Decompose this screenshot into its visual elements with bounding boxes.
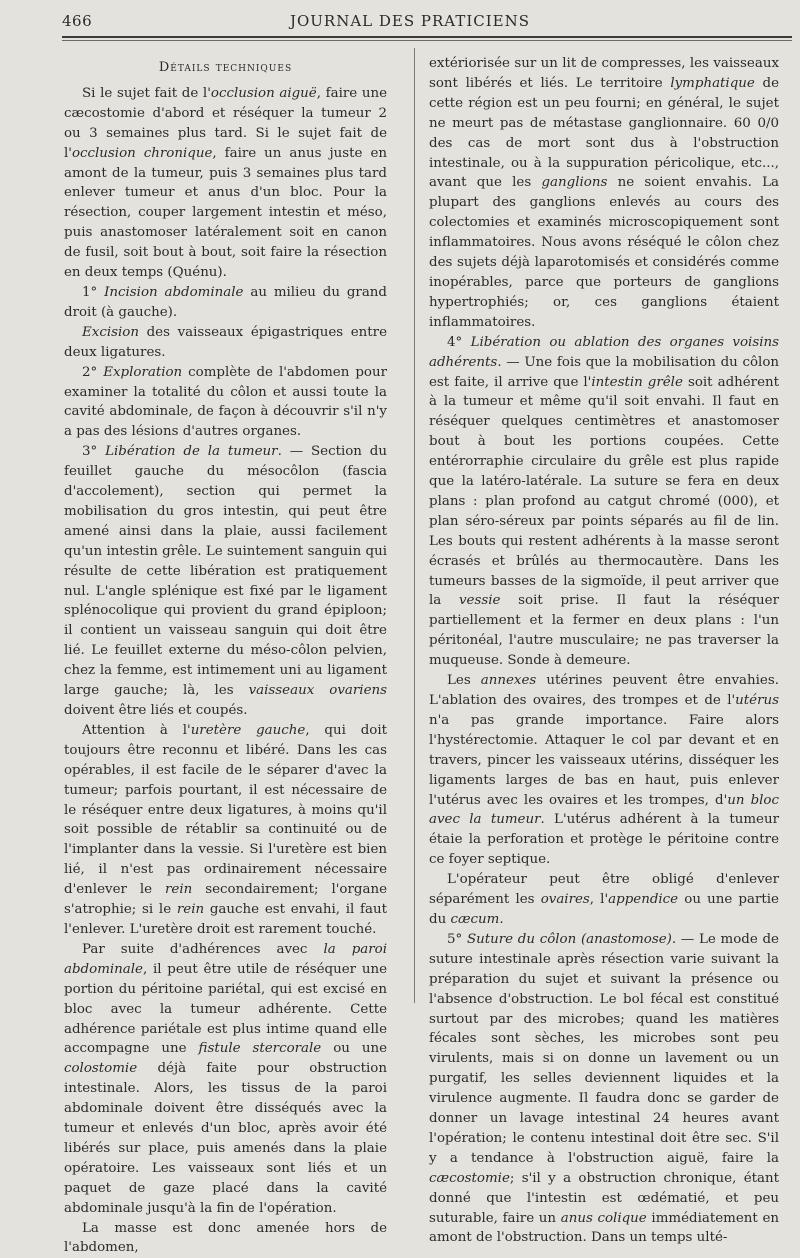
paragraph: extériorisée sur un lit de compresses, les vaisseaux sont libérés et liés. Le territoire lymphatique de cette région est un peu fourni; en général, le sujet ne meurt pas de métastase ganglionnaire. 60 0/0 des cas de mort sont dus à l'obstruction intestinale, ou à la suppuration péricolique, etc..., avant que les ganglions ne soient envahis. La plupart des ganglions enlevés au cours des colectomies et examinés microscopiquement sont inflammatoires. Nous avons réséqué le côlon chez des sujets déjà laparotomisés et considérés comme inopérables, parce que porteurs de ganglions hypertrophiés; or, ces ganglions étaient inflammatoires. — [429, 56, 779, 330]
paragraph: L'opérateur peut être obligé d'enlever séparément les ovaires, l'appendice ou une partie du cæcum. — [429, 872, 779, 927]
column-divider — [414, 48, 415, 1003]
paragraph: Excision des vaisseaux épigastriques entre deux ligatures. — [64, 324, 387, 360]
page-number: 466 — [62, 12, 93, 30]
left-column — [64, 50, 387, 1258]
paragraph-step-1: 1° Incision abdominale au milieu du grand droit (à gauche). — [64, 284, 387, 320]
page-header — [40, 6, 780, 36]
paragraph-step-4: 4° Libération ou ablation des organes voisins adhérents. — Une fois que la mobilisation du côlon est faite, il arrive que l'intestin grêle soit adhérent à la tumeur et même qu'il soit envahi. Il faut en réséquer quelques centimètres et anastomoser bout à bout les portions coupées. Cette entérorraphie circulaire du grêle est plus rapide que la latéro-latérale. La suture se fera en deux plans : plan profond au catgut chromé (000), et plan séro-séreux par points séparés au fil de lin. Les bouts qui restent adhérents à la masse seront écrasés et brûlés au thermocautère. Dans les tumeurs basses de la sigmoïde, il peut arriver que la vessie soit prise. Il faut la réséquer partiellement et la fermer en deux plans : l'un péritonéal, l'autre musculaire; ne pas traverser la muqueuse. Sonde à demeure. — [429, 334, 780, 669]
paragraph-step-2: 2° Exploration complète de l'abdomen pour examiner la totalité du côlon et aussi toute la cavité abdominale, de façon à découvrir s'il n'y a pas des lésions d'autres organes. — [64, 364, 387, 440]
paragraph-step-3: 3° Libération de la tumeur. — Section du feuillet gauche du mésocôlon (fascia d'accolement), section qui permet la mobilisation du gros intestin, qui peut être amené ainsi dans la plaie, aussi facilement qu'un intestin grêle. Le suintement sanguin qui résulte de cette libération est pratiquement nul. L'angle splénique est fixé par le ligament splénocolique qui provient du grand épiploon; il contient un vaisseau sanguin qui doit être lié. Le feuillet externe du méso-côlon pelvien, chez la femme, est intimement uni au ligament large gauche; là, les vaisseaux ovariens doivent être liés et coupés. — [64, 444, 388, 718]
running-title: JOURNAL DES PRATICIENS — [289, 12, 531, 30]
paragraph: Les annexes utérines peuvent être envahies. L'ablation des ovaires, des trompes et de l'utérus n'a pas grande importance. Faire alors l'hystérectomie. Attaquer le col par devant et en travers, pincer les vaisseaux utérins, disséquer les ligaments larges de bas en haut, puis enlever l'utérus avec les ovaires et les trompes, d'un bloc avec la tumeur. L'utérus adhérent à la tumeur étaie la perforation et protège le péritoine contre ce foyer septique. — [429, 673, 779, 868]
paragraph: Si le sujet fait de l'occlusion aiguë, faire une cæcostomie d'abord et réséquer la tumeur 2 ou 3 semaines plus tard. Si le sujet fait de l'occlusion chronique, faire un anus juste en amont de la tumeur, puis 3 semaines plus tard enlever tumeur et anus d'un bloc. Pour la résection, couper largement intestin et méso, puis anastomoser latéralement soit en canon de fusil, soit bout à bout, soit faire la résection en deux temps (Quénu). — [64, 85, 387, 281]
paragraph: Attention à l'uretère gauche, qui doit toujours être reconnu et libéré. Dans les cas opérables, il est facile de le séparer d'avec la tumeur; parfois pourtant, il est nécessaire de le réséquer entre deux ligatures, à moins qu'il soit possible de rétablir sa continuité ou de l'implanter dans la vessie. Si l'uretère est bien lié, il n'est pas ordinairement nécessaire d'enlever le rein secondairement; l'organe s'atrophie; si le rein gauche est envahi, il faut l'enlever. L'uretère droit est rarement touché. — [64, 722, 387, 937]
header-rule-thin — [62, 40, 792, 41]
right-column — [429, 54, 779, 1248]
paragraph-step-5: 5° Suture du côlon (anastomose). — Le mode de suture intestinale après résection varie suivant la préparation du sujet et suivant la présence ou l'absence d'obstruction. Le bol fécal est constitué surtout par des microbes; quand les matières fécales sont sèches, les microbes sont peu virulents, mais si on donne un lavement ou un purgatif, les selles deviennent liquides et la virulence augmente. Il faudra donc se garder de donner un lavage intestinal 24 heures avant l'opération; le contenu intestinal doit être sec. S'il y a tendance à l'obstruction aiguë, faire la cæcostomie; s'il y a obstruction chronique, étant donné que l'intestin est œdématié, et peu suturable, faire un anus colique immédiatement en amont de l'obstruction. Dans un temps ulté- — [429, 931, 780, 1246]
header-rule-thick — [62, 36, 792, 38]
paragraph: Par suite d'adhérences avec la paroi abdominale, il peut être utile de réséquer une portion du péritoine pariétal, qui est excisé en bloc avec la tumeur adhérente. Cette adhérence pariétale est plus intime quand elle accompagne une fistule stercorale ou une colostomie déjà faite pour obstruction intestinale. Alors, les tissus de la paroi abdominale doivent être disséqués avec la tumeur et enlevés d'un bloc, après avoir été libérés sur place, puis amenés dans la plaie opératoire. Les vaisseaux sont liés et un paquet de gaze placé dans la cavité abdominale jusqu'à la fin de l'opération. — [64, 941, 388, 1216]
section-heading: Détails techniques — [158, 60, 293, 75]
paragraph: La masse est donc amenée hors de l'abdomen, — [64, 1220, 387, 1256]
